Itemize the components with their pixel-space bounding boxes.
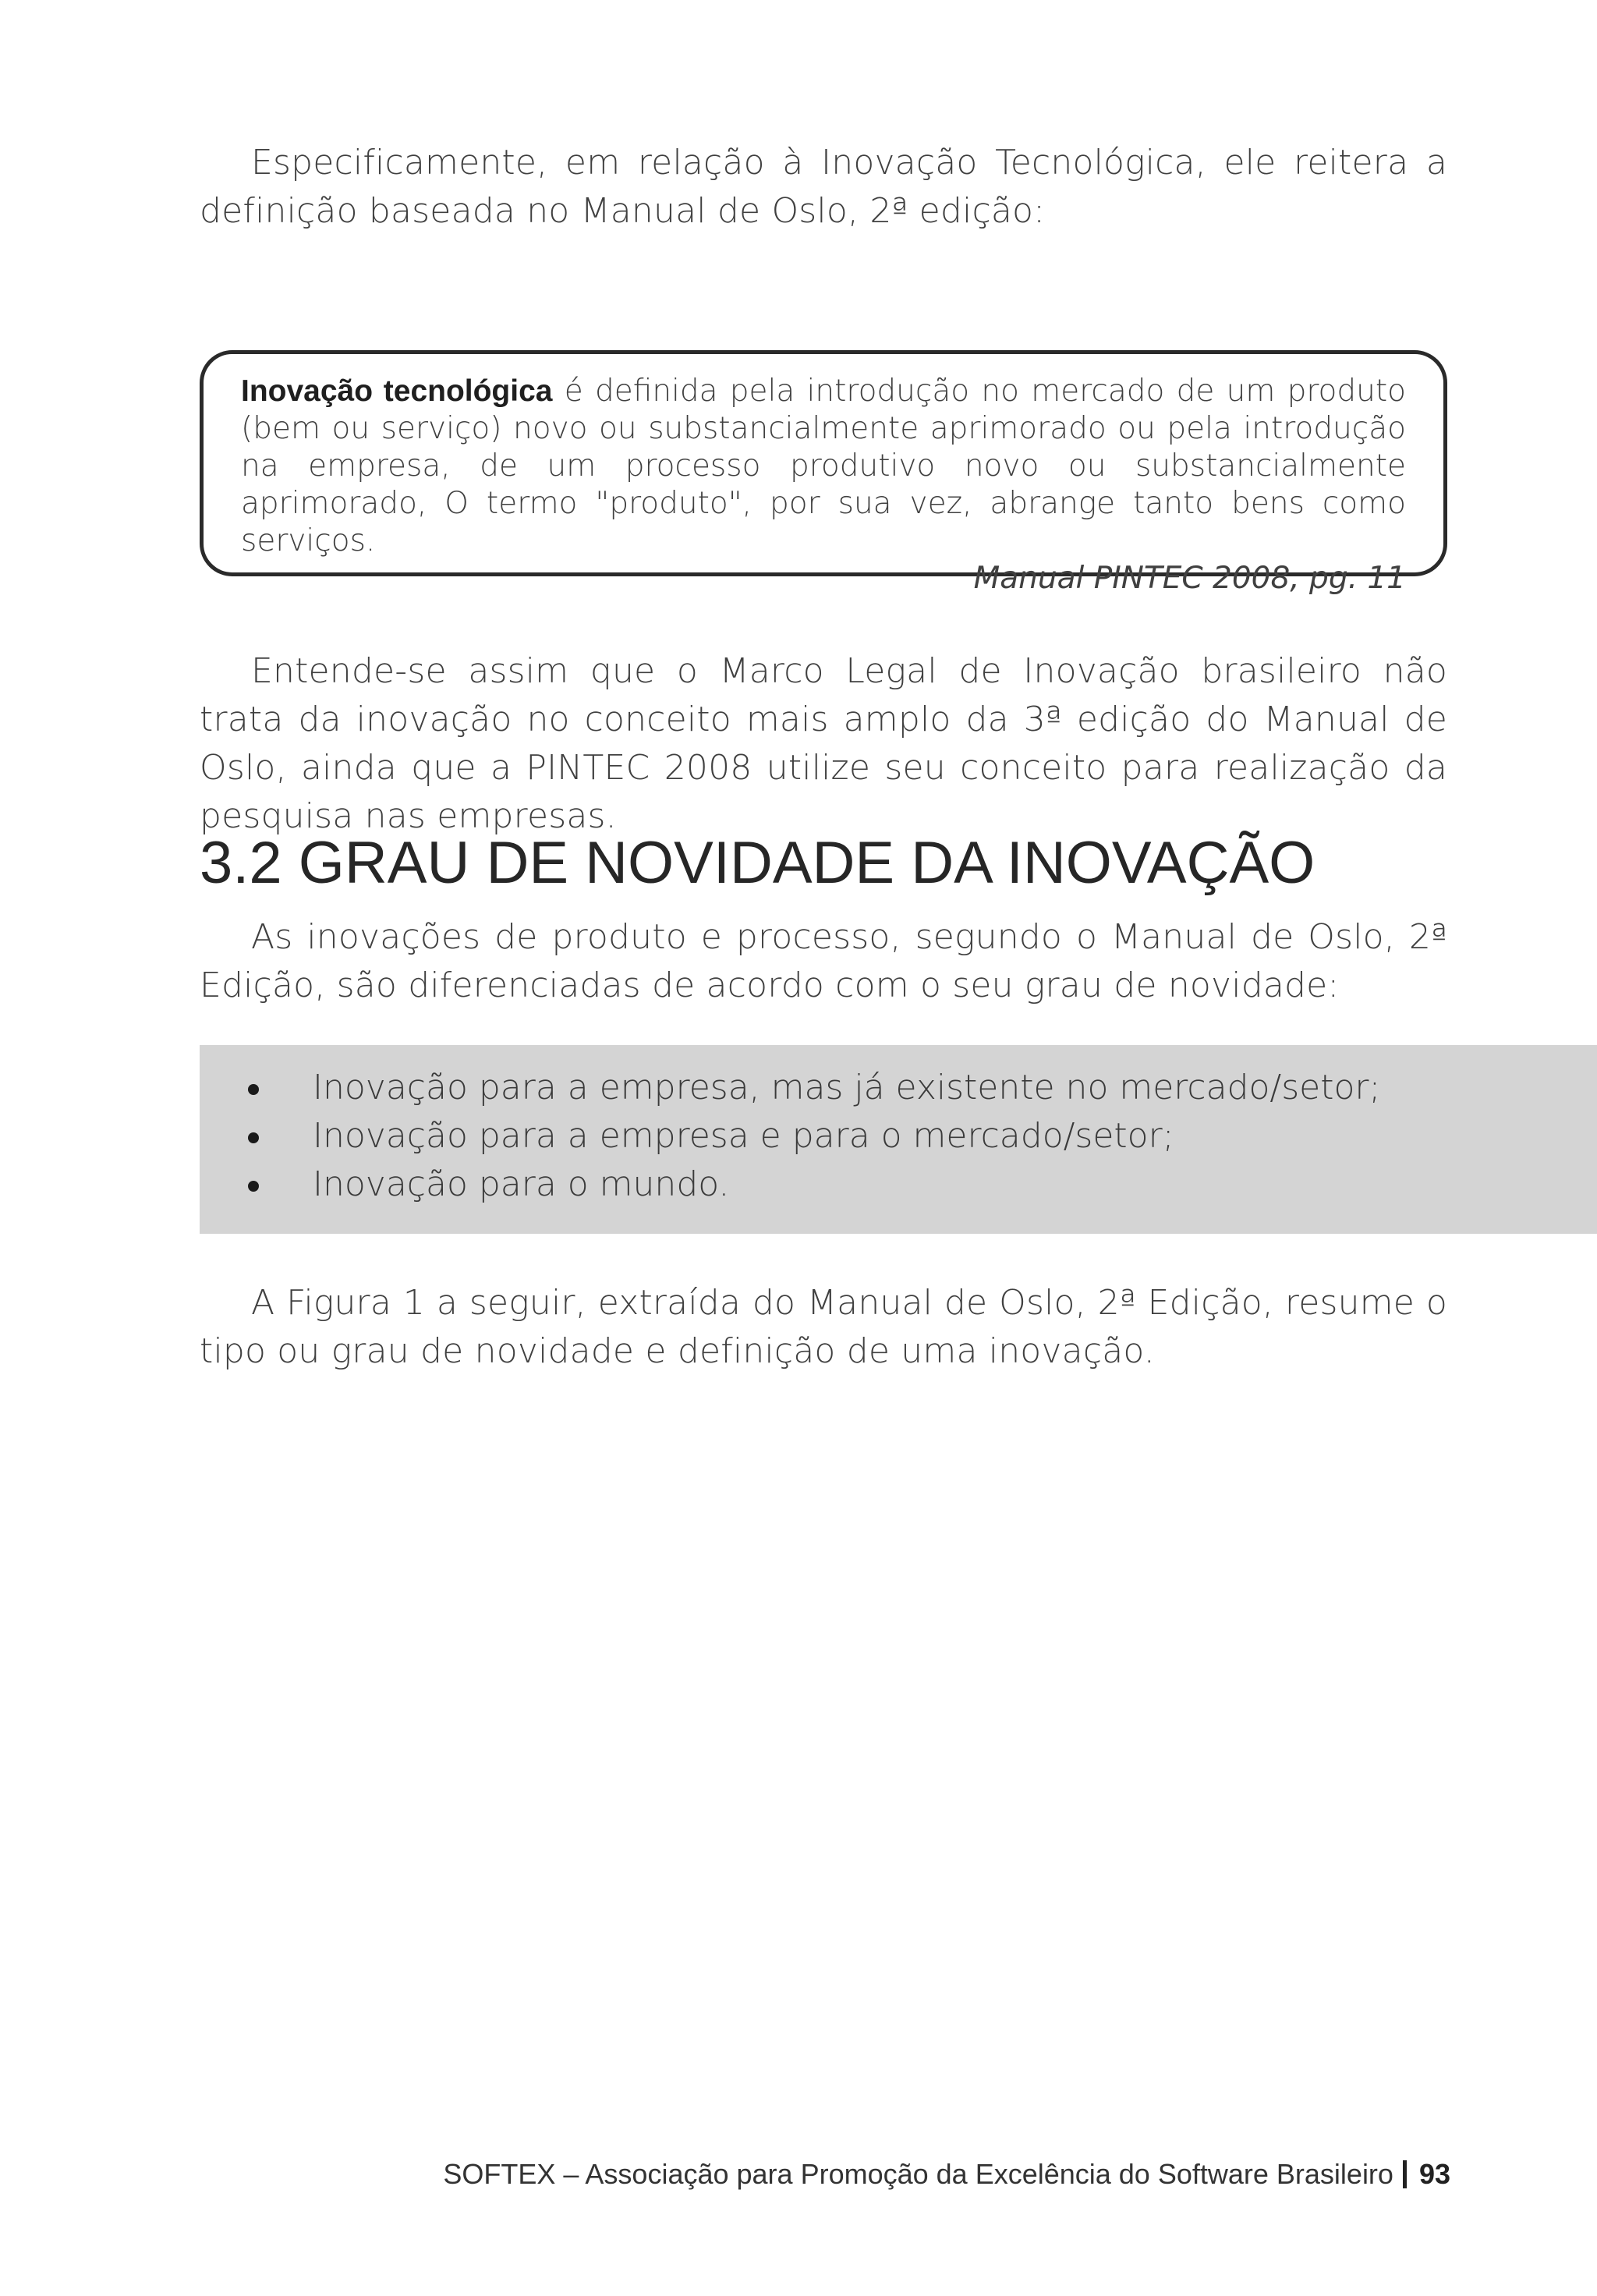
- list-item: [200, 1064, 1597, 1112]
- list-item-text: Inovação para a empresa, mas já existente no mercado/setor;: [313, 1068, 1381, 1107]
- list-item-text: Inovação para a empresa e para o mercado/setor;: [313, 1116, 1174, 1156]
- novelty-list: [200, 1045, 1597, 1209]
- paragraph-marco-legal: Entende-se assim que o Marco Legal de Inovação brasileiro não trata da inovação no conceito mais amplo da 3ª edição do Manual de Oslo, ainda que a PINTEC 2008 utilize seu conceito para realização da pesquisa nas empresas.: [200, 651, 1447, 836]
- definition-quote-box: [200, 350, 1447, 596]
- footer-text: SOFTEX – Associação para Promoção da Excelência do Software Brasileiro: [443, 2158, 1393, 2190]
- quote-source: Manual PINTEC 2008, pg. 11: [973, 561, 1406, 596]
- page-footer: [443, 2157, 1450, 2191]
- list-item-text: Inovação para o mundo.: [313, 1164, 730, 1204]
- bullet-icon: [248, 1181, 259, 1192]
- quote-text: é definida pela introdução no mercado de um produto (bem ou serviço) novo ou substancialmente aprimorado ou pela introdução na empresa, de um processo produtivo novo ou substancialmente aprimorado, O termo "produto", por sua vez, abrange tanto bens como serviços.: [241, 374, 1406, 558]
- bullet-icon: [248, 1084, 259, 1095]
- quote-term: Inovação tecnológica: [241, 374, 553, 408]
- paragraph-figura: A Figura 1 a seguir, extraída do Manual de Oslo, 2ª Edição, resume o tipo ou grau de novidade e definição de uma inovação.: [200, 1283, 1447, 1371]
- paragraph-intro: Especificamente, em relação à Inovação Tecnológica, ele reitera a definição baseada no Manual de Oslo, 2ª edição:: [200, 143, 1447, 231]
- novelty-list-box: [200, 1045, 1597, 1234]
- bullet-icon: [248, 1132, 259, 1143]
- list-item: [200, 1112, 1597, 1160]
- list-item: [200, 1160, 1597, 1209]
- section-heading: 3.2 GRAU DE NOVIDADE DA INOVAÇÃO: [200, 830, 1315, 896]
- footer-divider: [1403, 2160, 1407, 2188]
- quote-body: [241, 373, 1406, 560]
- paragraph-grau-novidade: As inovações de produto e processo, segundo o Manual de Oslo, 2ª Edição, são diferenciadas de acordo com o seu grau de novidade:: [200, 917, 1447, 1005]
- page-number: 93: [1418, 2158, 1450, 2190]
